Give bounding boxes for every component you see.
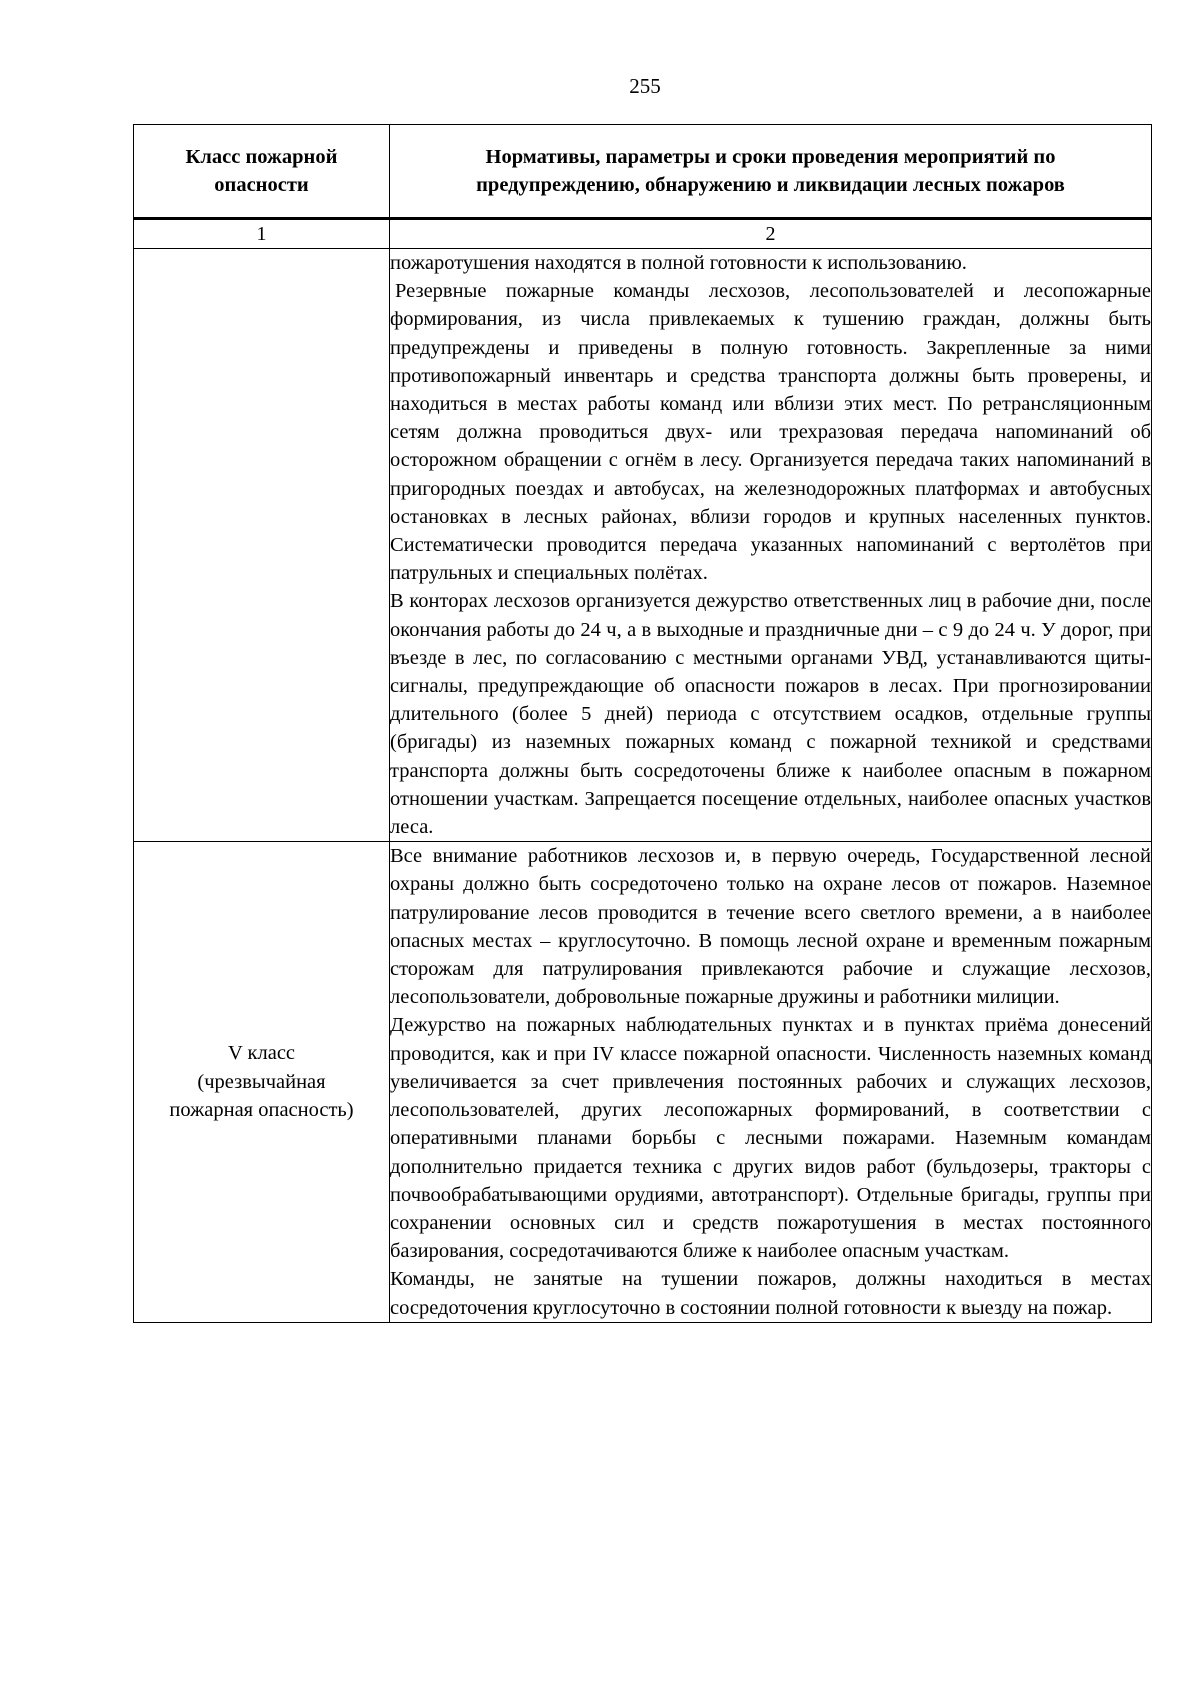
column-number-row	[134, 219, 1152, 249]
paragraph: Команды, не занятые на тушении пожаров, должны находиться в местах сосредоточения круглосуточно в состоянии полной готовности к выезду на пожар.	[390, 1268, 1151, 1319]
paragraph: пожаротушения находятся в полной готовности к использованию.	[390, 252, 967, 274]
paragraph: Резервные пожарные команды лесхозов, лесопользователей и лесопожарные формирования, из числа привлекаемых к тушению граждан, должны быть предупреждены и приведены в полную готовность. Закрепленные за ними противопожарный инвентарь и средства транспорта должны быть проверены, и находиться в местах работы команд или вблизи этих мест. По ретрансляционным сетям должна проводиться двух- или трехразовая передача напоминаний об осторожном обращении с огнём в лесу. Организуется передача таких напоминаний в пригородных поездах и автобусах, на железнодорожных платформах и автобусных остановках в лесных районах, вблизи городов и крупных населенных пунктов. Систематически проводится передача указанных напоминаний с вертолётов при патрульных и специальных полётах.	[390, 280, 1151, 585]
fire-danger-table	[133, 124, 1152, 1323]
table-row	[134, 249, 1152, 842]
class-label-line: (чрезвычайная	[197, 1070, 326, 1093]
measures-cell	[390, 249, 1152, 842]
page-number: 255	[629, 74, 661, 98]
header-class-cell: Класс пожарной опасности	[134, 125, 390, 219]
measures-cell	[390, 842, 1152, 1322]
class-cell	[134, 842, 390, 1322]
paragraph: Все внимание работников лесхозов и, в первую очередь, Государственной лесной охраны должно быть сосредоточено только на охране лесов от пожаров. Наземное патрулирование лесов проводится в течение всего светлого времени, а в наиболее опасных местах – круглосуточно. В помощь лесной охране и временным пожарным сторожам для патрулирования привлекаются рабочие и служащие лесхозов, лесопользователи, добровольные пожарные дружины и работники милиции.	[390, 845, 1151, 1009]
class-label-line: пожарная опасность)	[169, 1099, 354, 1122]
table-header-row	[134, 125, 1152, 219]
paragraph: В конторах лесхозов организуется дежурство ответственных лиц в рабочие дни, после окончания работы до 24 ч, а в выходные и праздничные дни – с 9 до 24 ч. У дорог, при въезде в лес, по согласованию с местными органами УВД, устанавливаются щиты-сигналы, предупреждающие об опасности пожаров в лесах. При прогнозировании длительного (более 5 дней) периода с отсутствием осадков, отдельные группы (бригады) из наземных пожарных команд с пожарной техникой и средствами транспорта должны быть сосредоточены ближе к наиболее опасным в пожарном отношении участкам. Запрещается посещение отдельных, наиболее опасных участков леса.	[390, 590, 1151, 839]
header-measures-cell: Нормативы, параметры и сроки проведения мероприятий по предупреждению, обнаружению и ликвидации лесных пожаров	[390, 125, 1152, 219]
class-cell-empty	[134, 249, 390, 842]
column-number-1: 1	[134, 219, 390, 249]
column-number-2: 2	[390, 219, 1152, 249]
class-label-line: V класс	[227, 1042, 296, 1065]
table-row	[134, 842, 1152, 1322]
paragraph: Дежурство на пожарных наблюдательных пунктах и в пунктах приёма донесений проводится, как и при IV классе пожарной опасности. Численность наземных команд увеличивается за счет привлечения постоянных рабочих и служащих лесхозов, лесопользователей, других лесопожарных формирований, в соответствии с оперативными планами борьбы с лесными пожарами. Наземным командам дополнительно придается техника с других видов работ (бульдозеры, тракторы с почвообрабатывающими орудиями, автотранспорт). Отдельные бригады, группы при сохранении основных сил и средств пожаротушения в местах постоянного базирования, сосредотачиваются ближе к наиболее опасным участкам.	[390, 1014, 1151, 1263]
